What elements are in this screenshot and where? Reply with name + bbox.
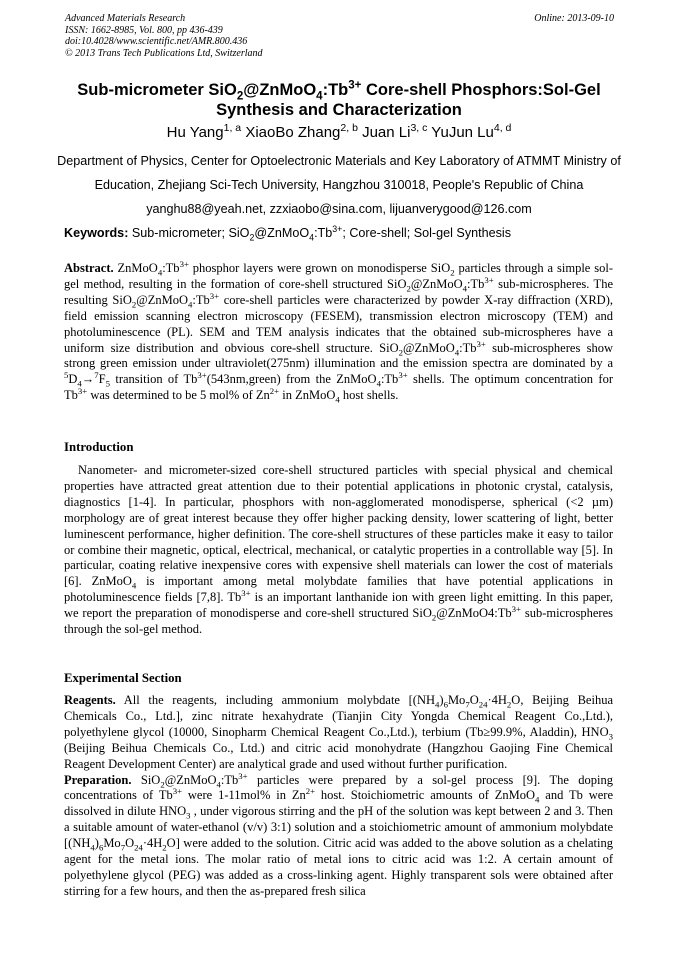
author: Hu Yang — [166, 124, 224, 141]
introduction-text: Nanometer- and micrometer-sized core-shell structured particles with special physical and chemical properties have attracted great attention due to their potential applications in photonic crystal, catalysis, diagnostics [1-4]. In particular, phosphors with non-agglomerated monodisperse, spherical (<2 µm) morphology are of great interest because they offer higher packing density, lower scattering of light, better luminescent performance, higher definition. The core-shell structures of these particles make it easy to tailor or combine their magnetic, optical, electrical, mechanical, or catalytic properties in a controllable way [5]. In particular, coating relative inexpensive cores with expensive shell materials can lower the cost of materials [6]. ZnMoO$_4$ is important among metal molybdate families that have potential applications in photoluminescence fields [7,8]. $Tb^{3+}$ is an important lanthanide ion with green light emitting. In this paper, we report the preparation of monodisperse and core-shell structured $SiO_2@ZnMoO4:Tb^{3+}$ sub-microspheres through the sol-gel method. — [64, 463, 614, 637]
keywords: Keywords: Sub-micrometer; $SiO_2@ZnMoO_4:Tb^{3+}$; Core-shell; Sol-gel Synthesis — [64, 223, 512, 243]
online-date: Online: 2013-09-10 — [534, 13, 614, 24]
section-heading-introduction: Introduction — [64, 440, 134, 454]
journal-name: Advanced Materials Research — [65, 13, 186, 24]
journal-issn: ISSN: 1662-8985, Vol. 800, pp 436-439 — [65, 24, 223, 36]
author: XiaoBo Zhang — [245, 124, 341, 141]
author: Juan Li — [362, 124, 411, 141]
author-list: Hu Yang$^{1, a}$ XiaoBo Zhang$^{2, b}$ Juan Li$^{3, c}$ YuJun Lu$^{4, d}$ — [166, 122, 512, 141]
author: YuJun Lu — [431, 124, 494, 141]
abstract: Abstract. $ZnMoO_4:Tb^{3+}$ phosphor layers were grown on monodisperse SiO$_2$ particles through a simple sol-gel method, resulting in the formation of core-shell structured $SiO_2@ZnMoO_4:Tb^{3+}$ sub-microspheres. The resulting $SiO_2@ZnMoO_4:Tb^{3+}$ core-shell particles were characterized by powder X-ray diffraction (XRD), field emission scanning electron microscopy (FESEM), transmission electron microscopy (TEM) and photoluminescence (PL). SEM and TEM analysis indicates that the obtained sub-microspheres have a uniform size distribution and obvious core-shell structure. $SiO_2@ZnMoO_4:Tb^{3+}$ sub-microspheres show strong green emission under ultraviolet(275nm) illumination and the emission spectra are dominated by a $^5D_4\to^7F_5$ transition of $Tb^{3+}(543nm,green)$ from the $ZnMoO_4:Tb^{3+}$ shells. The optimum concentration for $Tb^{3+}$ was determined to be 5 mol% of $Zn^{2+}$ in ZnMoO$_4$ host shells. — [64, 258, 614, 405]
section-heading-experimental: Experimental Section — [64, 671, 182, 685]
emails: yanghu88@yeah.net, zzxiaobo@sina.com, lijuanverygood@126.com — [146, 202, 532, 216]
preparation-paragraph: Preparation. $SiO_2@ZnMoO_4:Tb^{3+}$ particles were prepared by a sol-gel process [9]. The doping concentrations of $Tb^{3+}$ were 1-11mol% in $Zn^{2+}$ host. Stoichiometric amounts of ZnMoO$_4$ and Tb were dissolved in dilute $HNO_3$ , under vigorous stirring and the pH of the solution was kept between 2 and 3. Then a suitable amount of water-ethanol (v/v) 3:1) solution and a stoichiometric amount of ammonium molybdate $[(NH_4)_6Mo_7O_{24}\cdot 4H_2O]$ were added to the solution. Citric acid was added to the above solution as a chelating agent for the metal ions. The molar ratio of metal ions to citric acid was 1:2. A certain amount of polyethylene glycol (PEG) was added as a cross-linking agent. Highly transparent sols were obtained after stirring for a few hours, and then the as-prepared fresh silica — [64, 770, 614, 898]
journal-header — [65, 13, 263, 59]
reagents-paragraph: Reagents. All the reagents, including ammonium molybdate [$(NH_4)_6Mo_7O_{24}\cdot 4H_2O$, Beijing Beihua Chemicals Co., Ltd.], zinc nitrate hexahydrate (Tianjin City Yongda Chemical Reagent Co.,Ltd.), polyethylene glycol (10000, Sinopharm Chemical Reagent Co.,Ltd.), terbium (Tb≥99.9%, Aladdin), $HNO_3$ (Beijing Beihua Chemicals Co., Ltd.) and citric acid monohydrate (Hangzhou Gaojing Fine Chemical Reagent Development Center) are analytical grade and used without further purification. — [64, 693, 613, 771]
paper-title: Sub-micrometer $SiO_2@ZnMoO_4:Tb^{3+}$ Core-shell Phosphors:Sol-Gel Synthesis and Characterization — [77, 79, 601, 119]
journal-doi: doi:10.4028/www.scientific.net/AMR.800.436 — [65, 36, 248, 47]
journal-copyright: © 2013 Trans Tech Publications Ltd, Switzerland — [65, 47, 263, 59]
affiliation: Department of Physics, Center for Optoelectronic Materials and Key Laboratory of ATMMT Ministry of Education, Zhejiang Sci-Tech University, Hangzhou 310018, People's Republic of China — [57, 154, 621, 192]
affiliation-block — [55, 149, 623, 221]
experimental-text — [64, 693, 613, 900]
